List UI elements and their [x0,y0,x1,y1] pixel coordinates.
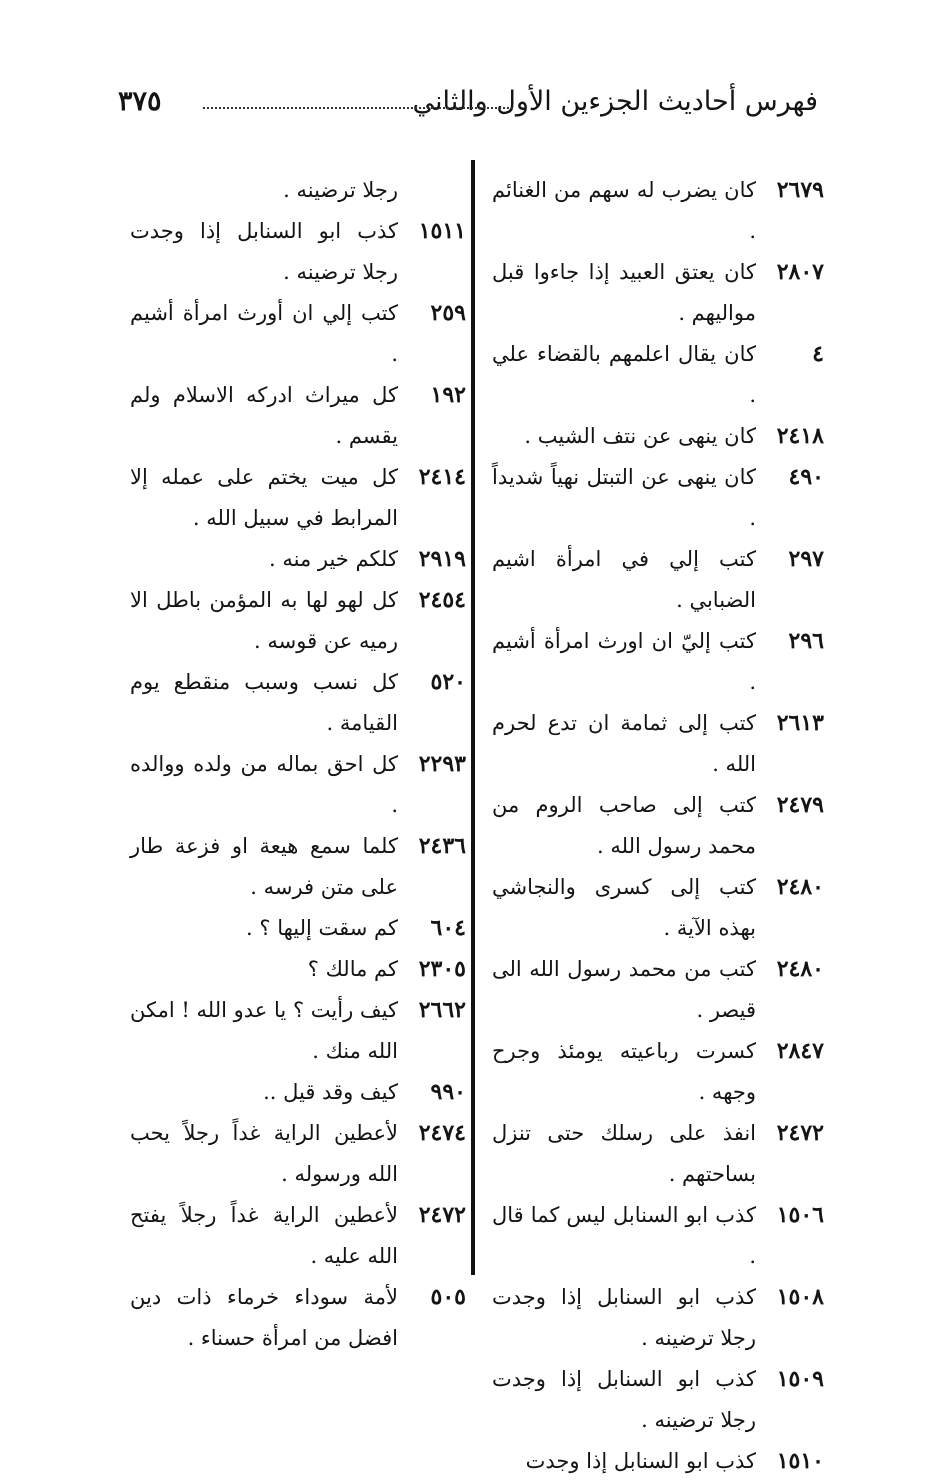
hadith-entry [492,1441,824,1482]
hadith-text: كذب ابو السنابل إذا وجدت رجلا ترضينه . [130,219,398,284]
hadith-number: ٢٨٠٧ [776,259,824,285]
hadith-text: كل احق بماله من ولده ووالده . [130,752,398,817]
hadith-text: لأمة سوداء خرماء ذات دين افضل من امرأة حسناء . [130,1285,398,1350]
hadith-text: لأعطين الراية غداً رجلاً يفتح الله عليه . [130,1203,398,1268]
hadith-number: ٦٠٤ [430,915,466,941]
hadith-number: ٢٦٧٩ [776,177,824,203]
hadith-text: كان يعتق العبيد إذا جاءوا قبل مواليهم . [492,260,756,325]
hadith-number: ٢٢٩٣ [418,751,466,777]
hadith-entry [492,949,824,1031]
hadith-entry [130,1195,466,1277]
hadith-text: كم سقت إليها ؟ . [246,916,398,940]
hadith-entry [130,1277,466,1359]
hadith-number: ٥٢٠ [430,669,466,695]
hadith-entry [130,744,466,826]
hadith-entry [130,1113,466,1195]
hadith-number: ٢٨٤٧ [776,1038,824,1064]
hadith-text: كتب إلي ان أورث امرأة أشيم . [130,301,398,366]
hadith-number: ٤٩٠ [788,464,824,490]
entry-text: رجلا ترضينه . [283,178,398,202]
hadith-number: ٢٤٧٢ [776,1120,824,1146]
dotted-leader [203,107,513,109]
hadith-text: كان يضرب له سهم من الغنائم . [492,178,756,243]
hadith-text: كل ميت يختم على عمله إلا المرابط في سبيل الله . [130,465,398,530]
hadith-text: لأعطين الراية غداً رجلاً يحب الله ورسوله . [130,1121,398,1186]
hadith-number: ٢٩١٩ [418,546,466,572]
hadith-entry [492,539,824,621]
hadith-number: ٢٤٧٤ [418,1120,466,1146]
hadith-text: كل ميراث ادركه الاسلام ولم يقسم . [130,383,398,448]
hadith-number: ٢٥٩ [430,300,466,326]
continued-entry [130,170,466,211]
hadith-number: ١٥١١ [418,218,466,244]
hadith-text: كذب ابو السنابل إذا وجدت رجلا ترضينه . [492,1285,756,1350]
hadith-entry [492,1031,824,1113]
hadith-entry [130,539,466,580]
hadith-number: ٢٤٨٠ [776,956,824,982]
hadith-entry [492,457,824,539]
hadith-number: ٩٩٠ [430,1079,466,1105]
hadith-number: ٢٤١٤ [418,464,466,490]
hadith-text: كان ينهى عن التبتل نهياً شديداً . [492,465,756,530]
hadith-text: كتب إلى صاحب الروم من محمد رسول الله . [492,793,756,858]
hadith-number: ٢٤٣٦ [418,833,466,859]
hadith-text: كذب ابو السنابل إذا وجدت رجلا ترضينه . [492,1367,756,1432]
page-header [118,80,818,130]
hadith-text: كذب ابو السنابل ليس كما قال . [492,1203,756,1268]
hadith-text: كتب إليّ ان اورث امرأة أشيم . [492,629,756,694]
column-divider [471,160,475,1275]
hadith-text: كان يقال اعلمهم بالقضاء علي . [492,342,756,407]
hadith-number: ٢٤٧٩ [776,792,824,818]
hadith-text: كسرت رباعيته يومئذ وجرح وجهه . [492,1039,756,1104]
hadith-text: كيف رأيت ؟ يا عدو الله ! امكن الله منك . [130,998,398,1063]
hadith-number: ٢٦٦٢ [418,997,466,1023]
hadith-entry [492,1113,824,1195]
hadith-number: ٢٤٨٠ [776,874,824,900]
hadith-text: كم مالك ؟ [307,957,398,981]
hadith-text: كل نسب وسبب منقطع يوم القيامة . [130,670,398,735]
hadith-number: ٢٩٧ [788,546,824,572]
hadith-entry [492,785,824,867]
hadith-entry [492,334,824,416]
hadith-text: كذب ابو السنابل إذا وجدت [525,1449,756,1473]
hadith-entry [130,375,466,457]
hadith-entry [492,867,824,949]
hadith-entry [130,1072,466,1113]
hadith-entry [492,252,824,334]
hadith-number: ٢٤٧٢ [418,1202,466,1228]
hadith-entry [130,949,466,990]
hadith-text: كلكم خير منه . [269,547,398,571]
hadith-text: كلما سمع هيعة او فزعة طار على متن فرسه . [130,834,398,899]
hadith-entry [492,416,824,457]
hadith-entry [130,580,466,662]
hadith-number: ١٥٠٩ [776,1366,824,1392]
hadith-number: ٢٤٥٤ [418,587,466,613]
hadith-text: كان ينهى عن نتف الشيب . [524,424,756,448]
page-number: ٣٧٥ [118,86,162,117]
hadith-number: ٥٠٥ [430,1284,466,1310]
hadith-text: كتب إلى كسرى والنجاشي بهذه الآية . [492,875,756,940]
hadith-entry [492,170,824,252]
hadith-number: ١٥١٠ [776,1448,824,1474]
hadith-number: ٢٦١٣ [776,710,824,736]
index-column-left [130,170,466,1359]
hadith-number: ١٩٢ [430,382,466,408]
hadith-entry [130,908,466,949]
running-title: فهرس أحاديث الجزءين الأول والثاني [412,86,818,117]
hadith-entry [130,211,466,293]
hadith-number: ٢٩٦ [788,628,824,654]
index-column-right [492,170,824,1482]
hadith-entry [492,1277,824,1359]
hadith-text: كتب إلى ثمامة ان تدع لحرم الله . [492,711,756,776]
hadith-entry [492,703,824,785]
hadith-text: انفذ على رسلك حتى تنزل بساحتهم . [492,1121,756,1186]
hadith-text: كيف وقد قيل .. [263,1080,398,1104]
hadith-number: ١٥٠٨ [776,1284,824,1310]
hadith-entry [130,293,466,375]
hadith-text: كتب من محمد رسول الله الى قيصر . [492,957,756,1022]
hadith-entry [492,621,824,703]
hadith-text: كتب إلي في امرأة اشيم الضبابي . [492,547,756,612]
hadith-text: كل لهو لها به المؤمن باطل الا رميه عن قوسه . [130,588,398,653]
hadith-entry [130,662,466,744]
hadith-number: ٤ [812,341,824,367]
hadith-number: ٢٣٠٥ [418,956,466,982]
hadith-entry [492,1195,824,1277]
hadith-number: ١٥٠٦ [776,1202,824,1228]
hadith-entry [130,457,466,539]
hadith-entry [130,990,466,1072]
hadith-number: ٢٤١٨ [776,423,824,449]
hadith-entry [130,826,466,908]
hadith-entry [492,1359,824,1441]
